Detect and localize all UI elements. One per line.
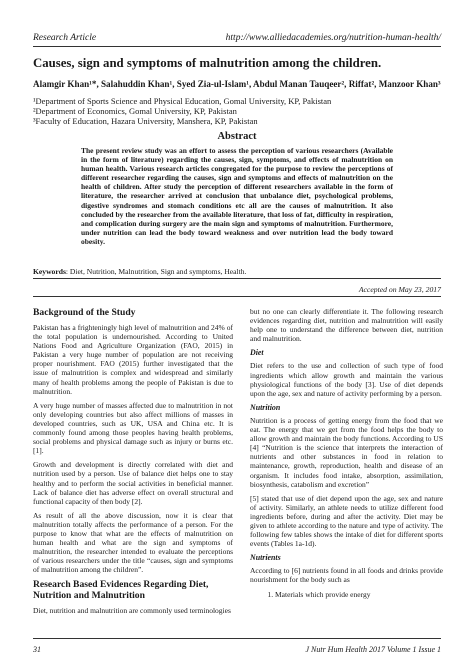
- accepted-date: Accepted on May 23, 2017: [358, 285, 441, 294]
- paragraph: Pakistan has a frighteningly high level of malnutrition and 24% of the total population is undernourished. According to United Nations Food and Agriculture Organization (FAO, 2015) in Pakistan a very huge number of population are not receiving proper nourishment. FAO (2015) further investigated that the issue of malnutrition is complex and widespread and similarly many of health problems among the people of Pakistan is due to malnutrition.: [33, 323, 233, 396]
- paragraph: A very huge number of masses affected due to malnutrition in not only developing countries but also affect millions of masses in developed countries, such as UK, USA and China etc. It is commonly found among those peoples having health problems, social problems and physical damage such as injury or burns etc. [1].: [33, 400, 233, 456]
- author-list: Alamgir Khan¹*, Salahuddin Khan¹, Syed Zia-ul-Islam¹, Abdul Manan Tauqeer², Riffat², Manzoor Khan³: [33, 79, 441, 89]
- section-heading-evidences: Research Based Evidences Regarding Diet, Nutrition and Malnutrition: [33, 579, 209, 602]
- paragraph: but no one can clearly differentiate it. The following research evidences regarding diet, nutrition and malnutrition will easily help one to understand the difference between diet, nutrition and malnutrition.: [250, 307, 443, 344]
- header-divider: [33, 46, 441, 47]
- subheading-nutrients: Nutrients: [250, 553, 281, 563]
- right-column: [250, 307, 443, 599]
- page-number: 31: [33, 645, 41, 654]
- paragraph: As result of all the above discussion, now it is clear that malnutrition totally affects the performance of a person. For the purpose to know that what are the effects of malnutrition on human health and what are the sign and symptoms of malnutrition, the researcher intended to evaluate the perceptions of various researchers under the title “causes, sign and symptoms of malnutrition among the children”.: [33, 510, 233, 575]
- keywords-divider: [33, 278, 441, 279]
- keywords-label: Keywords: [33, 267, 66, 276]
- left-column: [33, 307, 233, 621]
- body-divider: [33, 296, 441, 297]
- journal-citation: J Nutr Hum Health 2017 Volume 1 Issue 1: [305, 645, 441, 654]
- paragraph: [5] stated that use of diet depend upon the age, sex and nature of activity. Similarly, an athlete needs to utilize different food ingredients before, during and after the activity. Diet may be given to athlete according to the nature and type of activity. The following few tables shows the intake of diet for different sports events (Tables 1a-1d).: [250, 493, 443, 549]
- affiliation-3: ³Faculty of Education, Hazara University, Manshera, KP, Pakistan: [33, 116, 258, 126]
- paragraph: Diet refers to the use and collection of such type of food ingredients which allow growth and maintain the various physiological functions of the body [3]. Use of diet depends upon the age, sex and nature of activity performing by a person.: [250, 361, 443, 398]
- section-heading-background: Background of the Study: [33, 307, 136, 318]
- affiliation-2: ²Department of Economics, Gomal University, KP, Pakistan: [33, 106, 237, 116]
- affiliation-1: ¹Department of Sports Science and Physical Education, Gomal University, KP, Pakistan: [33, 96, 332, 106]
- abstract-heading: Abstract: [217, 131, 257, 142]
- footer-divider: [33, 638, 441, 639]
- journal-section-label: Research Article: [33, 33, 97, 43]
- abstract-text: The present review study was an effort to assess the perception of various researchers (Available in the form of literature) regarding the causes, sign, symptoms, and effects of malnutrition on human health. Various research articles congregated for the purpose to review the perceptions of different researcher regarding the causes, sign and symptoms and effects of malnutrition on the health of children. After study the perception of different researchers available in the form of literature, the researcher arrived at conclusion that unbalance diet, psychological problems, digestive syndromes and stomach conditions etc all are the causes of malnutrition. It also concluded by the researcher from the available literature, that loss of fat, difficulty in respiration, and complication during surgery are the main sign and symptoms of malnutrition. Furthermore, under nutrition can lead the body toward weakness and over nutrition lead the body toward obesity.: [81, 146, 393, 246]
- paragraph: Diet, nutrition and malnutrition are commonly used terminologies: [33, 606, 231, 616]
- paragraph: According to [6] nutrients found in all foods and drinks provide nourishment for the body such as: [250, 566, 443, 585]
- keywords: [33, 267, 443, 276]
- paragraph: Growth and development is directly correlated with diet and nutrition used by a person. Use of balance diet helps one to stay healthy and to perform the social activities in beneficial manner. Lack of balance diet has adverse effect on overall structural and functional capacity of then body [2].: [33, 460, 233, 506]
- journal-url[interactable]: http://www.alliedacademies.org/nutrition-human-health/: [225, 33, 441, 43]
- keywords-text: : Diet, Nutrition, Malnutrition, Sign and symptoms, Health.: [65, 267, 247, 276]
- subheading-nutrition: Nutrition: [250, 402, 281, 412]
- list-item: 1. Materials which provide energy: [275, 590, 443, 599]
- article-title: Causes, sign and symptoms of malnutrition among the children.: [33, 56, 382, 70]
- nutrients-list: [275, 590, 443, 599]
- subheading-diet: Diet: [250, 348, 264, 358]
- paragraph: Nutrition is a process of getting energy from the food that we eat. The energy that we get from the food helps the body to allow growth and maintain the body functions. According to US [4] “Nutrition is the science that interprets the interaction of nutrients and other substances in food in relation to maintenance, growth, reproduction, health and disease of an organism. It includes food intake, absorption, assimilation, biosynthesis, catabolism and excretion”: [250, 415, 443, 489]
